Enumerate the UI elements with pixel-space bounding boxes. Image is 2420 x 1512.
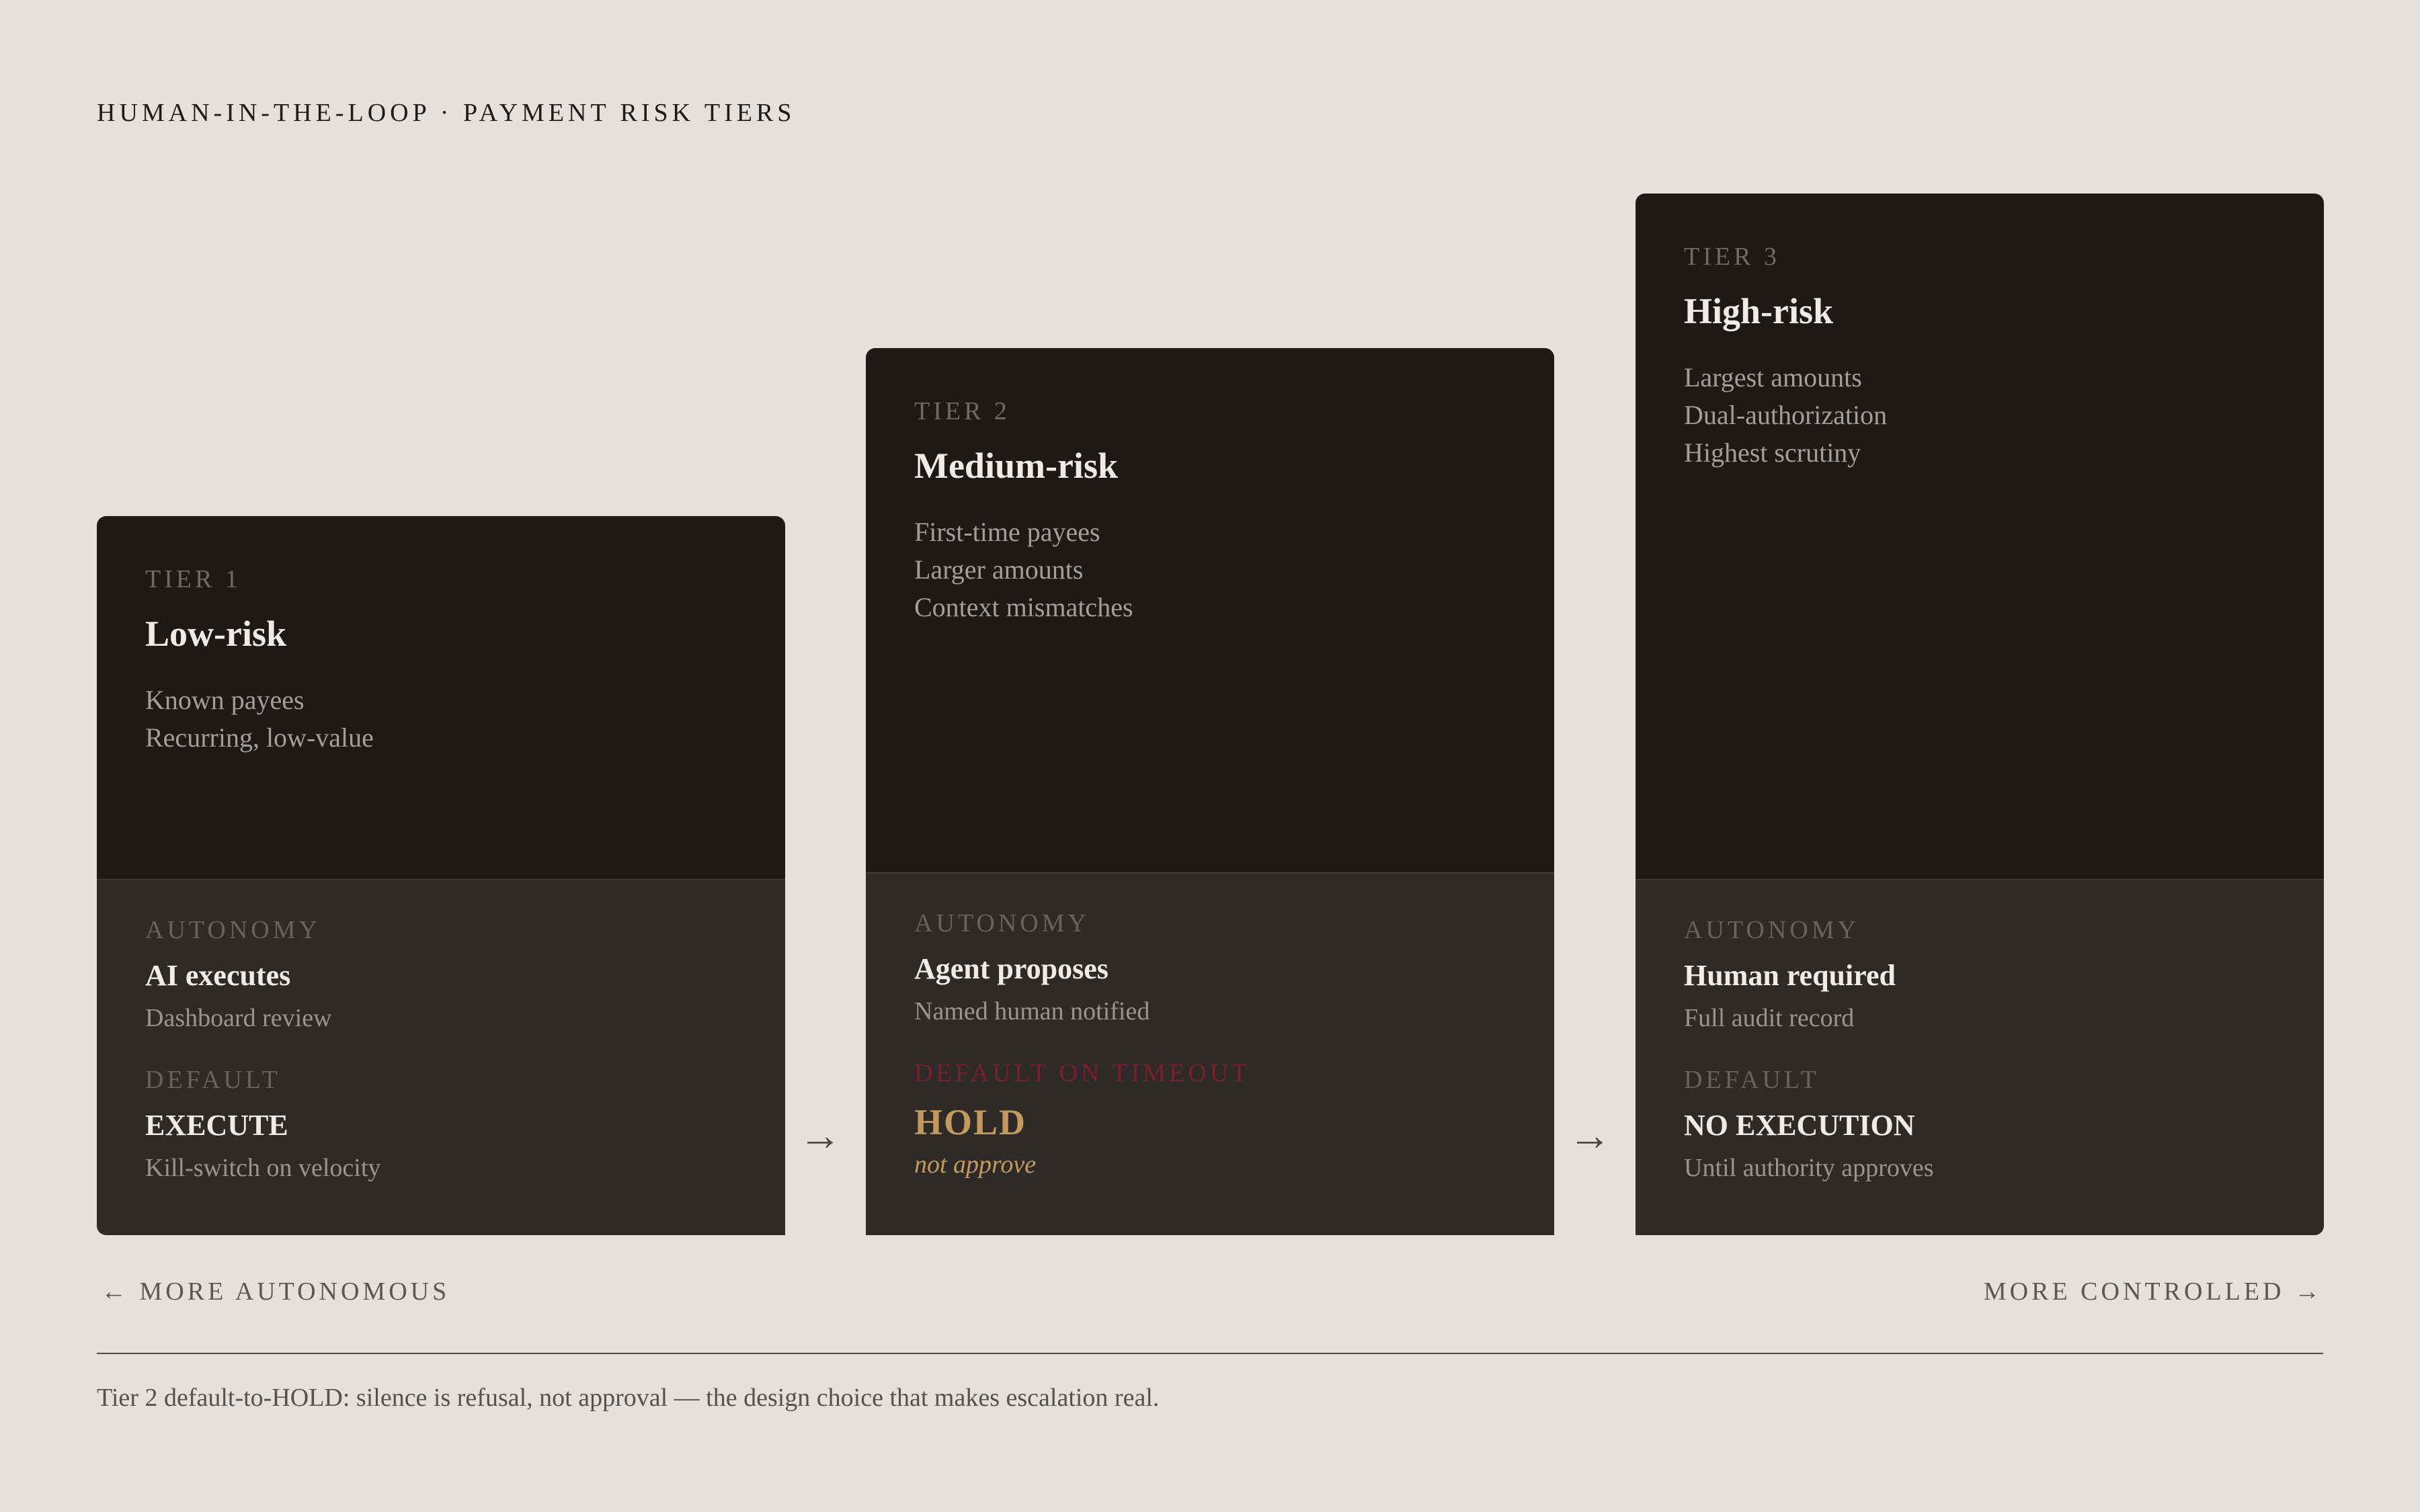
tier-1-default-title: EXECUTE <box>145 1109 288 1142</box>
tier-3-card <box>1636 194 2324 1235</box>
tier-2-point: First-time payees <box>914 517 1100 547</box>
arrow-right-icon: → <box>799 1111 842 1159</box>
tier-1-default-sub: Kill-switch on velocity <box>145 1154 381 1182</box>
tier-3-autonomy-title: Human required <box>1684 959 1896 992</box>
tier-3-point: Largest amounts <box>1684 362 1862 392</box>
tier-3-default-sub: Until authority approves <box>1684 1154 1934 1182</box>
tier-3-summary <box>1636 194 2324 879</box>
tier-2-autonomy-title: Agent proposes <box>914 952 1108 985</box>
tier-1-autonomy-title: AI executes <box>145 959 291 992</box>
tier-2-title: Medium-risk <box>914 446 1118 486</box>
tier-1-title: Low-risk <box>145 614 287 654</box>
arrow-right-icon: → <box>1568 1111 1611 1159</box>
tier-1-autonomy-label: AUTONOMY <box>145 916 321 944</box>
tier-1-policy <box>97 879 785 1235</box>
tier-1-card <box>97 516 785 1235</box>
tier-2-autonomy-label: AUTONOMY <box>914 909 1090 937</box>
tier-3-autonomy-label: AUTONOMY <box>1684 916 1859 944</box>
tier-3-default-label: DEFAULT <box>1684 1066 1820 1094</box>
page-title: HUMAN-IN-THE-LOOP · PAYMENT RISK TIERS <box>97 99 796 127</box>
tier-2-autonomy-sub: Named human notified <box>914 997 1150 1025</box>
tier-3-point: Highest scrutiny <box>1684 437 1861 468</box>
footnote: Tier 2 default-to-HOLD: silence is refusal, not approval — the design choice that makes escalation real. <box>97 1384 1160 1412</box>
tier-2-point: Larger amounts <box>914 554 1084 585</box>
tier-3-policy <box>1636 879 2324 1235</box>
tier-2-default-label: DEFAULT ON TIMEOUT <box>914 1059 1251 1087</box>
tier-2-card <box>866 348 1554 1235</box>
tier-2-policy <box>866 872 1554 1235</box>
tier-1-point: Recurring, low-value <box>145 722 374 753</box>
tier-1-autonomy-sub: Dashboard review <box>145 1004 332 1032</box>
tier-3-default-title: NO EXECUTION <box>1684 1109 1915 1142</box>
tier-2-point: Context mismatches <box>914 592 1133 622</box>
tier-1-label: TIER 1 <box>145 565 241 593</box>
axis-label-controlled: MORE CONTROLLED → <box>1983 1277 2323 1306</box>
tier-2-default-sub: not approve <box>914 1150 1037 1179</box>
tier-2-label: TIER 2 <box>914 397 1010 425</box>
tier-3-title: High-risk <box>1684 291 1834 331</box>
tier-3-point: Dual-authorization <box>1684 400 1888 430</box>
tier-2-summary <box>866 348 1554 872</box>
tier-1-summary <box>97 516 785 879</box>
divider <box>97 1353 2323 1354</box>
tier-3-autonomy-sub: Full audit record <box>1684 1004 1855 1032</box>
tier-2-default-title: HOLD <box>914 1102 1027 1142</box>
tier-1-point: Known payees <box>145 685 305 715</box>
tier-3-label: TIER 3 <box>1684 243 1780 271</box>
tier-1-default-label: DEFAULT <box>145 1066 281 1094</box>
axis-label-autonomous: ← MORE AUTONOMOUS <box>101 1277 450 1306</box>
